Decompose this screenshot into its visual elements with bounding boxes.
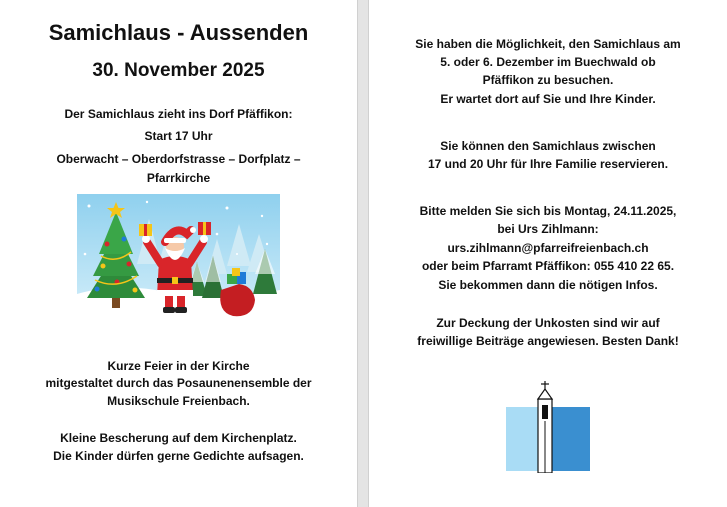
costs-line-1: Zur Deckung der Unkosten sind wir auf [436, 316, 660, 330]
reserve-line-2: 17 und 20 Uhr für Ihre Familie reservieren. [427, 157, 669, 171]
visit-line-3: Pfäffikon zu besuchen. [482, 73, 614, 87]
start-time: Start 17 Uhr [144, 129, 213, 143]
page-gutter [357, 0, 369, 507]
contact-line-2: bei Urs Zihlmann: [497, 222, 599, 236]
event-date: 30. November 2025 [92, 60, 265, 81]
right-page [369, 0, 727, 507]
reserve-line-1: Sie können den Samichlaus zwischen [440, 139, 656, 153]
santa-illustration [77, 194, 280, 328]
visit-line-2: 5. oder 6. Dezember im Buechwald ob [440, 55, 656, 69]
bescherung-line-1: Kleine Bescherung auf dem Kirchenplatz. [60, 431, 297, 445]
contact-email[interactable]: urs.zihlmann@pfarreifreienbach.ch [447, 241, 649, 255]
route-intro: Der Samichlaus zieht ins Dorf Pfäffikon: [64, 107, 293, 121]
bescherung-line-2: Die Kinder dürfen gerne Gedichte aufsagen. [53, 449, 304, 463]
visit-line-1: Sie haben die Möglichkeit, den Samichlaus am [415, 37, 681, 51]
feier-line-3: Musikschule Freienbach. [107, 394, 250, 408]
parish-logo-icon [506, 381, 590, 473]
visit-line-4: Er wartet dort auf Sie und Ihre Kinder. [440, 92, 656, 106]
route-line-1: Oberwacht – Oberdorfstrasse – Dorfplatz – [56, 152, 301, 166]
feier-line-1: Kurze Feier in der Kirche [107, 359, 250, 373]
contact-line-1: Bitte melden Sie sich bis Montag, 24.11.2025, [419, 204, 677, 218]
page-title: Samichlaus - Aussenden [48, 20, 309, 45]
contact-line-5: Sie bekommen dann die nötigen Infos. [438, 278, 658, 292]
route-line-2: Pfarrkirche [146, 171, 211, 185]
feier-line-2: mitgestaltet durch das Posaunenensemble der [45, 376, 312, 390]
left-page [0, 0, 357, 507]
costs-line-2: freiwillige Beiträge angewiesen. Besten Dank! [417, 334, 679, 348]
contact-line-4: oder beim Pfarramt Pfäffikon: 055 410 22 65. [421, 259, 675, 273]
